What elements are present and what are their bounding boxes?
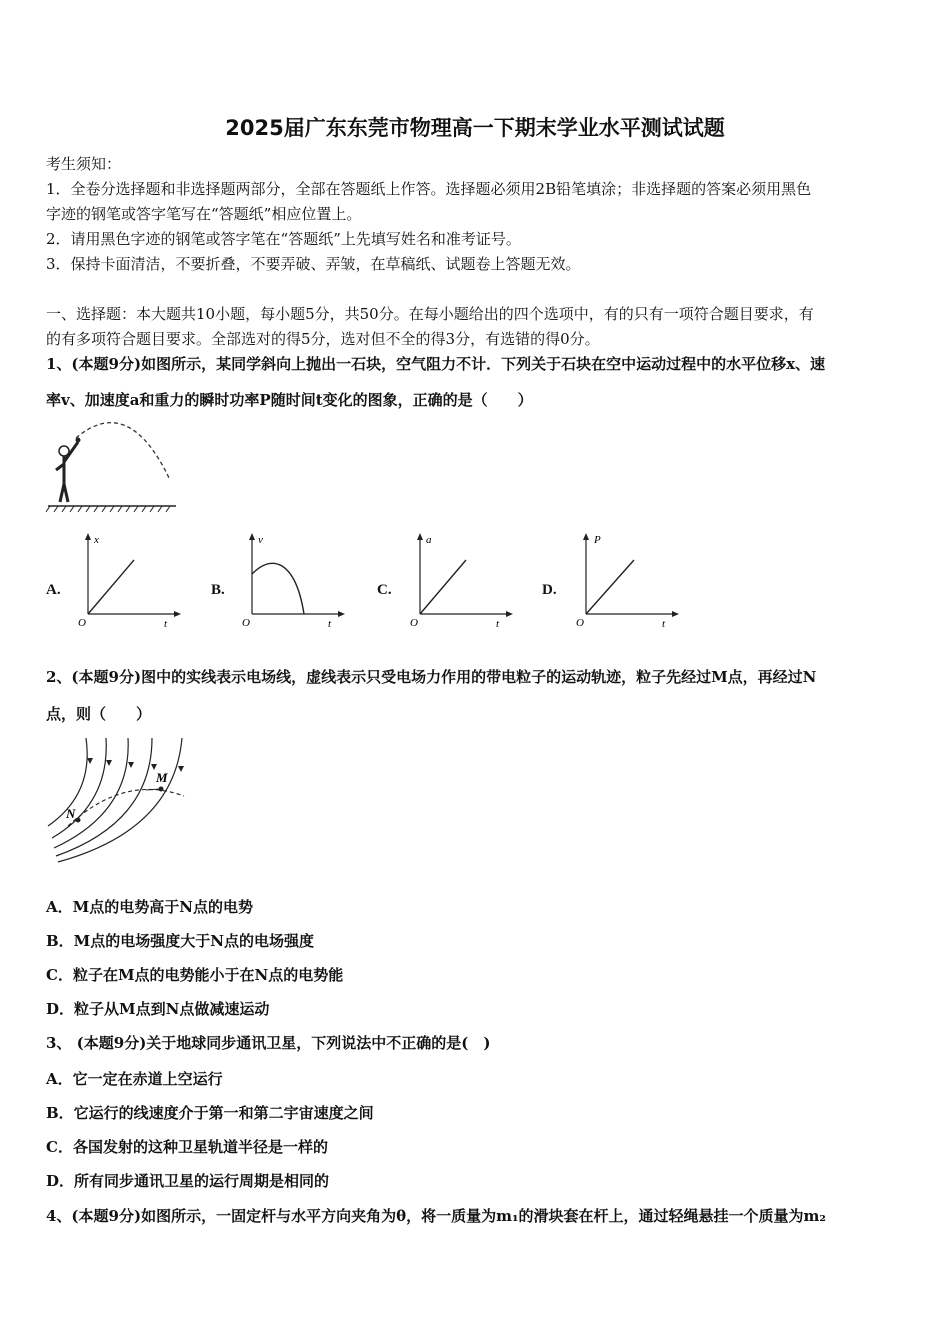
- graph-line: [420, 560, 466, 614]
- q3-option-c[interactable]: C．各国发射的这种卫星轨道半径是一样的: [46, 1138, 328, 1156]
- particle-trajectory: [68, 789, 184, 826]
- origin-label: O: [78, 617, 86, 629]
- trajectory-curve: [76, 423, 170, 480]
- q1-option-c-label[interactable]: C.: [377, 582, 392, 598]
- ground-hatching: [46, 506, 170, 512]
- q1-option-a-label[interactable]: A.: [46, 582, 61, 598]
- q3-stem: 3、 (本题9分)关于地球同步通讯卫星，下列说法中不正确的是( ): [46, 1034, 491, 1052]
- q1-graph-c: [406, 530, 516, 630]
- q3-option-b[interactable]: B．它运行的线速度介于第一和第二宇宙速度之间: [46, 1104, 374, 1122]
- y-axis-label: P: [594, 534, 601, 546]
- q1-option-b-label[interactable]: B.: [211, 582, 225, 598]
- section-1-intro-line-1: 一、选择题：本大题共10小题，每小题5分，共50分。在每小题给出的四个选项中，有的只有一项符合题目要求，有: [46, 305, 814, 323]
- field-lines: [48, 738, 182, 862]
- q3-option-a[interactable]: A．它一定在赤道上空运行: [46, 1070, 223, 1088]
- graph-curve: [252, 563, 304, 614]
- q1-graph-d: [572, 530, 682, 630]
- page-title: 2025届广东东莞市物理高一下期末学业水平测试试题: [225, 116, 725, 140]
- notice-item-1-line-1: 1．全卷分选择题和非选择题两部分，全部在答题纸上作答。选择题必须用2B铅笔填涂；非选择题的答案必须用黑色: [46, 180, 812, 198]
- stone: [76, 438, 81, 443]
- q3-option-d[interactable]: D．所有同步通讯卫星的运行周期是相同的: [46, 1172, 330, 1190]
- x-axis-label: t: [328, 618, 332, 630]
- q2-option-a[interactable]: A．M点的电势高于N点的电势: [46, 898, 253, 916]
- q2-option-c[interactable]: C．粒子在M点的电势能小于在N点的电势能: [46, 966, 344, 984]
- q4-stem: 4、(本题9分)如图所示，一固定杆与水平方向夹角为θ，将一质量为m₁的滑块套在杆上，通过轻绳悬挂一个质量为m₂: [46, 1207, 826, 1225]
- q2-option-b[interactable]: B．M点的电场强度大于N点的电场强度: [46, 932, 314, 950]
- origin-label: O: [410, 617, 418, 629]
- q1-graph-a: [74, 530, 184, 630]
- notice-item-3: 3．保持卡面清洁，不要折叠，不要弄破、弄皱，在草稿纸、试题卷上答题无效。: [46, 255, 581, 273]
- label-n: N: [66, 806, 76, 821]
- q1-graph-b: [238, 530, 348, 630]
- graph-line: [586, 560, 634, 614]
- q2-stem-line-1: 2、(本题9分)图中的实线表示电场线，虚线表示只受电场力作用的带电粒子的运动轨迹，粒子先经过M点，再经过N: [46, 668, 817, 686]
- x-axis-label: t: [496, 618, 500, 630]
- point-n: [76, 818, 81, 823]
- q1-stem-line-2: 率v、加速度a和重力的瞬时功率P随时间t变化的图象，正确的是（ ）: [46, 391, 533, 409]
- q2-stem-line-2: 点，则（ ）: [46, 705, 152, 723]
- x-axis-label: t: [164, 618, 168, 630]
- label-m: M: [156, 770, 168, 785]
- q2-option-d[interactable]: D．粒子从M点到N点做减速运动: [46, 1000, 270, 1018]
- x-axis-label: t: [662, 618, 666, 630]
- notice-item-2: 2．请用黑色字迹的钢笔或答字笔在“答题纸”上先填写姓名和准考证号。: [46, 230, 521, 248]
- y-axis-label: v: [258, 534, 263, 546]
- q1-option-d-label[interactable]: D.: [542, 582, 557, 598]
- y-axis-label: a: [426, 534, 432, 546]
- notice-heading: 考生须知：: [46, 155, 122, 173]
- q2-field-figure: [44, 734, 194, 864]
- notice-item-1-line-2: 字迹的钢笔或答字笔写在“答题纸”相应位置上。: [46, 205, 362, 223]
- q1-throw-figure: [44, 418, 184, 518]
- origin-label: O: [242, 617, 250, 629]
- section-1-intro-line-2: 的有多项符合题目要求。全部选对的得5分，选对但不全的得3分，有选错的得0分。: [46, 330, 600, 348]
- field-arrows: [87, 758, 184, 772]
- origin-label: O: [576, 617, 584, 629]
- q1-stem-line-1: 1、(本题9分)如图所示，某同学斜向上抛出一石块，空气阻力不计．下列关于石块在空中运动过程中的水平位移x、速: [46, 355, 826, 373]
- graph-line: [88, 560, 134, 614]
- y-axis-label: x: [94, 534, 99, 546]
